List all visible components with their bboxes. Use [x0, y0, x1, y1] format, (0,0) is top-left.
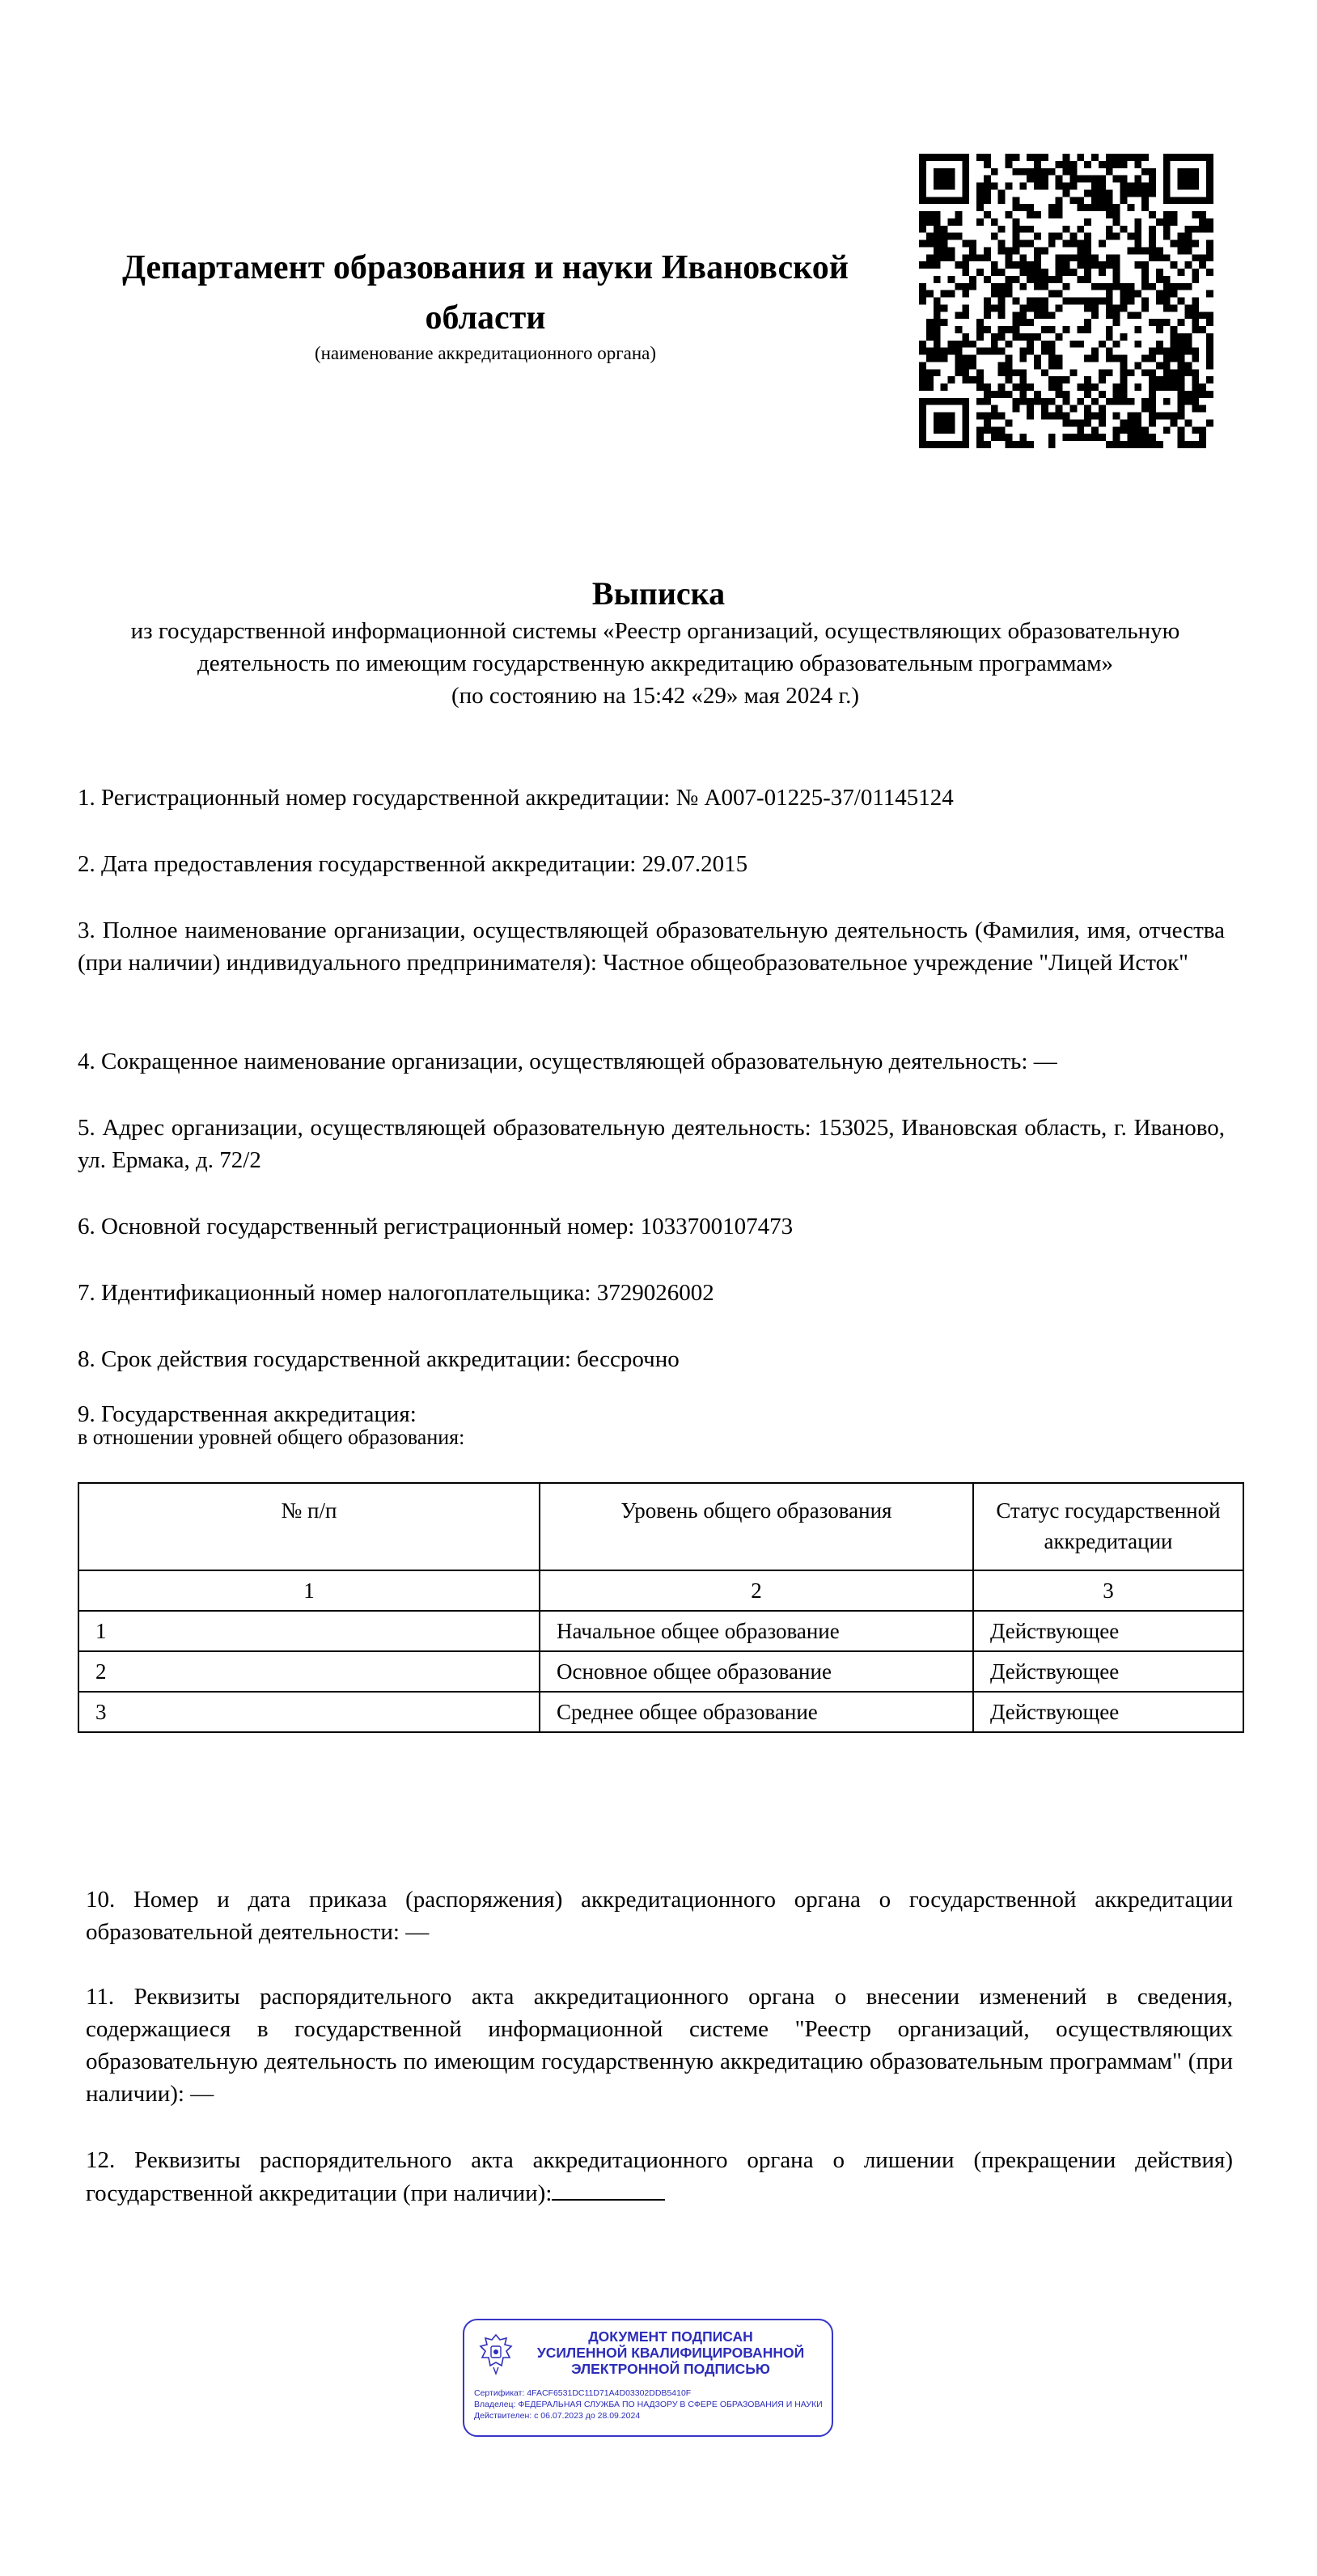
item-short-name: 4. Сокращенное наименование организации, осуществляющей образовательную деятельность: — [78, 1049, 1057, 1074]
electronic-signature-stamp [463, 2319, 833, 2437]
stamp-validity: Действителен: с 06.07.2023 до 28.09.2024 [474, 2411, 641, 2421]
stamp-certificate: Сертификат: 4FACF6531DC11D71A4D03302DDB5410F [474, 2388, 692, 2398]
document-subtitle [89, 615, 1222, 712]
revocation-text: 12. Реквизиты распорядительного акта аккредитационного органа о лишении (прекращении действия) государственной аккредитации (при наличии): [86, 2147, 1233, 2206]
item-amendments: 11. Реквизиты распорядительного акта аккредитационного органа о внесении изменений в сведения, содержащиеся в государственной информационной системе "Реестр организаций, осуществляющих образовательную деятельность по имеющим государственную аккредитацию образовательным программам" (при наличии): — [86, 1984, 1233, 2107]
row-level: Начальное общее образование [540, 1611, 973, 1651]
row-number: 3 [78, 1692, 540, 1732]
table-column-numbers-row [78, 1570, 1243, 1611]
row-number: 2 [78, 1651, 540, 1692]
item-order: 10. Номер и дата приказа (распоряжения) аккредитационного органа о государственной аккредитации образовательной деятельности: — [86, 1887, 1233, 1945]
coat-of-arms-icon [476, 2332, 516, 2377]
blank-line [552, 2176, 665, 2201]
stamp-line-1: ДОКУМЕНТ ПОДПИСАН [588, 2328, 753, 2345]
header-level: Уровень общего образования [540, 1483, 973, 1570]
organization-caption: (наименование аккредитационного органа) [314, 343, 657, 363]
stamp-line-3: ЭЛЕКТРОННОЙ ПОДПИСЬЮ [571, 2361, 770, 2377]
subtitle-line-1: из государственной информационной системы «Реестр организаций, осуществляющих образовательную [130, 618, 1180, 644]
row-level: Основное общее образование [540, 1651, 973, 1692]
row-level: Среднее общее образование [540, 1692, 973, 1732]
item-ogrn: 6. Основной государственный регистрационный номер: 1033700107473 [78, 1214, 794, 1239]
stamp-owner: Владелец: ФЕДЕРАЛЬНАЯ СЛУЖБА ПО НАДЗОРУ В СФЕРЕ ОБРАЗОВАНИЯ И НАУКИ [474, 2400, 823, 2409]
levels-caption: в отношении уровней общего образования: [78, 1426, 465, 1449]
item-validity: 8. Срок действия государственной аккредитации: бессрочно [78, 1346, 680, 1372]
table-row [78, 1692, 1243, 1732]
header-number: № п/п [78, 1483, 540, 1570]
subtitle-line-2: деятельность по имеющим государственную аккредитацию образовательным программам» [197, 650, 1114, 676]
row-status: Действующее [973, 1692, 1243, 1732]
organization-name: Департамент образования и науки Ивановской области [122, 249, 849, 337]
table-row [78, 1611, 1243, 1651]
header-status: Статус государственной аккредитации [973, 1483, 1243, 1570]
as-of-date: (по состоянию на 15:42 «29» мая 2024 г.) [451, 683, 860, 709]
document-title: Выписка [591, 575, 726, 612]
item-revocation [86, 2144, 1233, 2210]
item-accreditation-date: 2. Дата предоставления государственной аккредитации: 29.07.2015 [78, 851, 748, 877]
column-number: 3 [973, 1570, 1243, 1611]
row-status: Действующее [973, 1651, 1243, 1692]
item-registration-number: 1. Регистрационный номер государственной аккредитации: № А007-01225-37/01145124 [78, 785, 954, 811]
stamp-line-2: УСИЛЕННОЙ КВАЛИФИЦИРОВАННОЙ [536, 2345, 805, 2361]
item-address: 5. Адрес организации, осуществляющей образовательную деятельность: 153025, Ивановская область, г. Иваново, ул. Ермака, д. 72/2 [78, 1115, 1225, 1173]
item-accreditation: 9. Государственная аккредитация: [78, 1401, 417, 1427]
column-number: 1 [78, 1570, 540, 1611]
column-number: 2 [540, 1570, 973, 1611]
item-full-name: 3. Полное наименование организации, осуществляющей образовательную деятельность (Фамилия, имя, отчества (при наличии) индивидуального предпринимателя): Частное общеобразовательное учреждение "Лицей Исток" [78, 917, 1225, 976]
row-status: Действующее [973, 1611, 1243, 1651]
table-header-row [78, 1483, 1243, 1570]
row-number: 1 [78, 1611, 540, 1651]
item-inn: 7. Идентификационный номер налогоплательщика: 3729026002 [78, 1280, 714, 1306]
stamp-heading [521, 2328, 820, 2377]
table-row [78, 1651, 1243, 1692]
education-levels-table [78, 1482, 1244, 1733]
qr-code [919, 154, 1213, 448]
